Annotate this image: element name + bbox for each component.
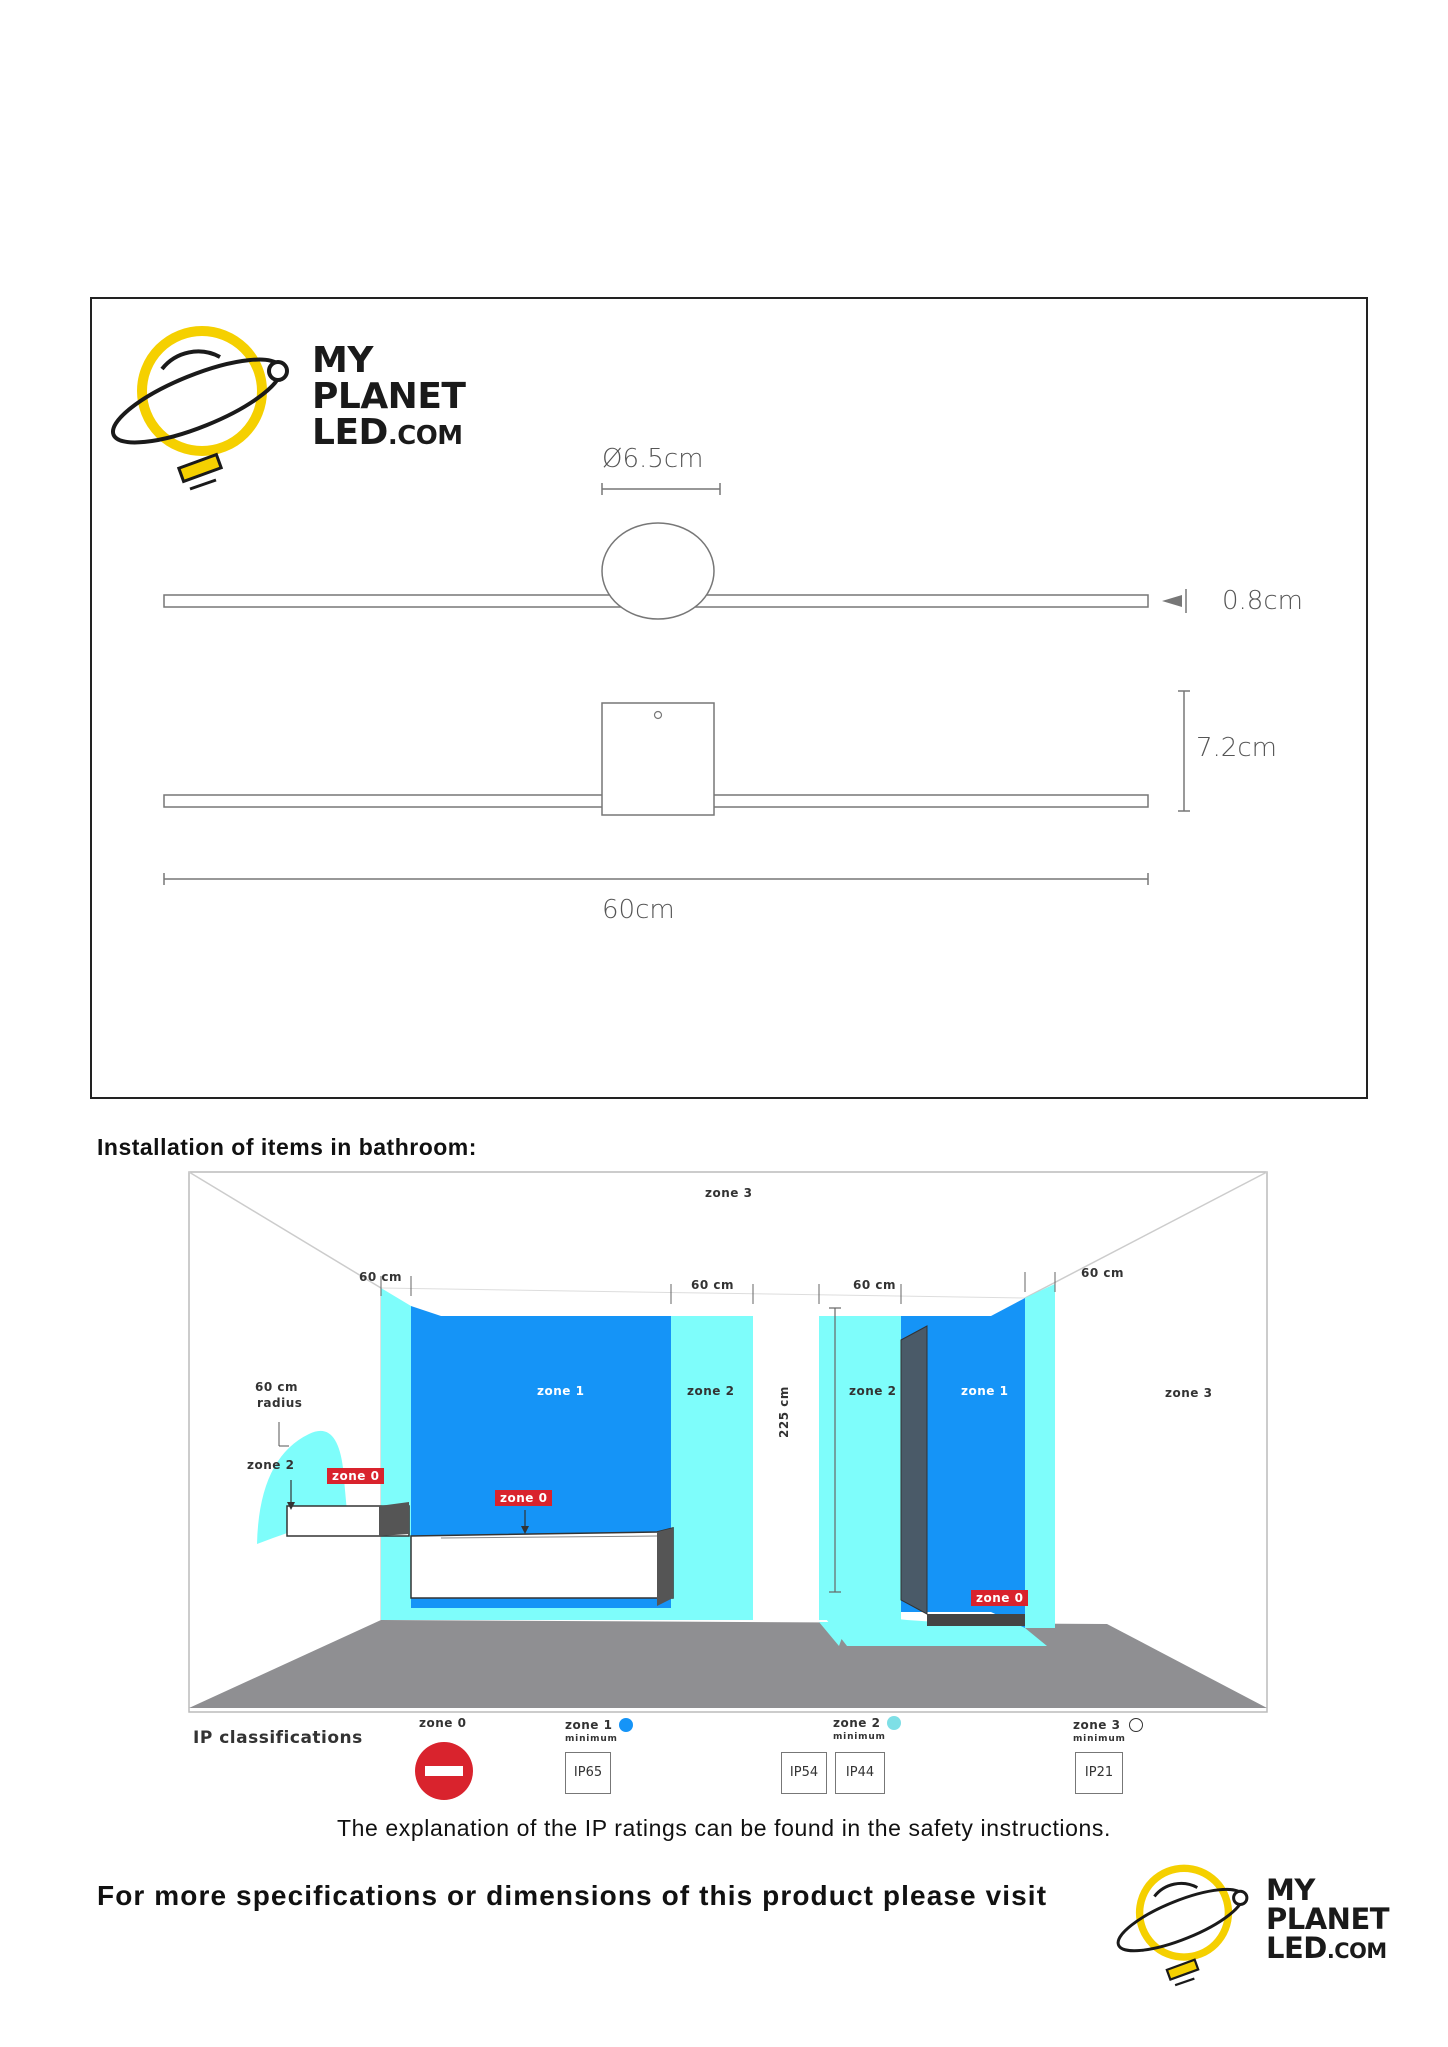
no-entry-icon xyxy=(413,1740,475,1802)
ip-zone0-label: zone 0 xyxy=(419,1716,467,1730)
zone1-bath-label: zone 1 xyxy=(537,1384,585,1398)
cm60-mid-left-label: 60 cm xyxy=(691,1278,734,1292)
zone2-shower-label: zone 2 xyxy=(849,1384,897,1398)
planet-bulb-logo-footer-icon xyxy=(1110,1846,1258,2006)
ip65-badge: IP65 xyxy=(565,1752,611,1794)
cm60-right-label: 60 cm xyxy=(1081,1266,1124,1280)
footer-brand-line-3: LED xyxy=(1266,1931,1327,1965)
radius-label-line1: 60 cm xyxy=(255,1380,298,1394)
ip-zone2-minimum: minimum xyxy=(833,1732,886,1742)
ip44-badge: IP44 xyxy=(835,1752,885,1794)
footer-brand-line-2: PLANET xyxy=(1266,1902,1390,1936)
ip-classifications-title: IP classifications xyxy=(193,1728,363,1748)
brand-line-3-suffix: .COM xyxy=(387,421,463,451)
zone3-right-label: zone 3 xyxy=(1165,1386,1213,1400)
cm60-mid-right-label: 60 cm xyxy=(853,1278,896,1292)
footer-brand-line-1: MY xyxy=(1266,1873,1315,1907)
radius-label-line2: radius xyxy=(257,1396,303,1410)
ip54-badge: IP54 xyxy=(781,1752,827,1794)
zone1-color-dot-icon xyxy=(619,1718,633,1732)
ip-zone2-label: zone 2 xyxy=(833,1716,881,1730)
thickness-label: 0.8cm xyxy=(1222,586,1303,616)
cm60-left-label: 60 cm xyxy=(359,1270,402,1284)
brand-line-2: PLANET xyxy=(312,376,466,417)
dimension-drawing-panel xyxy=(90,297,1368,1099)
footer-brand-wordmark xyxy=(1266,1873,1390,1965)
zone2-bath-label: zone 2 xyxy=(687,1384,735,1398)
height-225-label: 225 cm xyxy=(777,1386,791,1438)
zone2-sink-label: zone 2 xyxy=(247,1458,295,1472)
product-dimension-svg xyxy=(92,299,1366,1097)
ip-zone3-label: zone 3 xyxy=(1073,1718,1121,1732)
brand-line-3: LED xyxy=(312,412,388,453)
bathroom-section-title: Installation of items in bathroom: xyxy=(97,1134,477,1160)
height-label: 7.2cm xyxy=(1196,733,1277,763)
zone0-bath-badge: zone 0 xyxy=(495,1490,552,1506)
zone0-sink-badge: zone 0 xyxy=(327,1468,384,1484)
ip-zone1-label: zone 1 xyxy=(565,1718,613,1732)
zone3-color-dot-icon xyxy=(1129,1718,1143,1732)
zone3-top-label: zone 3 xyxy=(705,1186,753,1200)
bathroom-room-svg xyxy=(187,1168,1271,1808)
length-label: 60cm xyxy=(602,895,675,925)
ip-zone3-minimum: minimum xyxy=(1073,1734,1126,1744)
bathroom-zones-diagram xyxy=(187,1168,1271,1808)
diameter-label: Ø6.5cm xyxy=(602,444,704,474)
zone0-shower-badge: zone 0 xyxy=(971,1590,1028,1606)
zone1-shower-label: zone 1 xyxy=(961,1384,1009,1398)
footer-brand-line-3-suffix: .COM xyxy=(1326,1939,1387,1963)
ip21-badge: IP21 xyxy=(1075,1752,1123,1794)
ip-zone1-minimum: minimum xyxy=(565,1734,618,1744)
ip-ratings-note: The explanation of the IP ratings can be found in the safety instructions. xyxy=(336,1815,1112,1841)
visit-text: For more specifications or dimensions of this product please visit xyxy=(97,1880,1048,1911)
brand-line-1: MY xyxy=(312,340,373,381)
zone2-color-dot-icon xyxy=(887,1716,901,1730)
